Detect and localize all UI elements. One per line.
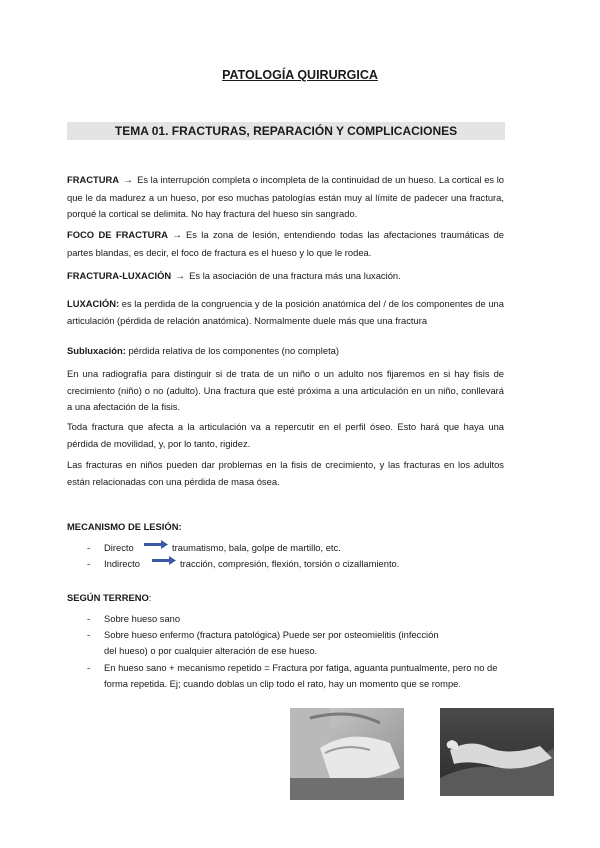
definition-fractura xyxy=(67,172,504,223)
list-item: - En hueso sano + mecanismo repetido = Fractura por fatiga, aguanta puntualmente, pero no de forma repetida. Ej; cuando doblas un clip todo el rato, hay un momento que se rompe. xyxy=(67,660,507,692)
right-arrow-icon xyxy=(144,540,168,549)
document-title: PATOLOGÍA QUIRURGICA xyxy=(222,68,378,82)
term-foco: FOCO DE FRACTURA xyxy=(67,229,168,240)
definition-text: es la perdida de la congruencia y de la posición anatómica del / de los componentes de una articulación (pérdida de relación anatómica). Normalmente duele más que una fractura xyxy=(67,298,504,326)
item-text: Sobre hueso enfermo (fractura patológica) Puede ser por osteomielitis (infección del hueso) o por cualquier alteración de ese hueso. xyxy=(104,629,439,657)
section-banner: TEMA 01. FRACTURAS, REPARACIÓN Y COMPLICACIONES xyxy=(67,122,505,140)
definition-text: Es la interrupción completa o incompleta de la continuidad de un hueso. La cortical es lo que le da madurez a un hueso, por eso muchas patologías están muy al límite de padecer una fractura, porqué la cortical se delimita. No hay fractura del hueso sin sangrado. xyxy=(67,174,504,220)
definition-text: pérdida relativa de los componentes (no completa) xyxy=(128,345,340,356)
list-item: - Directo traumatismo, bala, golpe de martillo, etc. xyxy=(67,540,507,556)
definition-luxacion xyxy=(67,296,504,329)
paragraph: Toda fractura que afecta a la articulación va a repercutir en el perfil óseo. Esto hará que haya una pérdida de movilidad, y, por lo tanto, rigidez. xyxy=(67,421,504,449)
list-item: - Sobre hueso enfermo (fractura patológica) Puede ser por osteomielitis (infección del hueso) o por cualquier alteración de ese hueso. xyxy=(67,627,507,659)
arrow-icon: → xyxy=(123,175,134,186)
heading-terreno: SEGÚN TERRENO: xyxy=(67,592,152,603)
term-luxacion: LUXACIÓN: xyxy=(67,298,120,309)
paragraph: En una radiografía para distinguir si de trata de un niño o un adulto nos fijaremos en si hay fisis de crecimiento (niño) o no (adulto). Una fractura que esté próxima a una articulación en un niño, conllevará a una afectación de la fisis. xyxy=(67,368,504,413)
term-fractura-luxacion: FRACTURA-LUXACIÓN xyxy=(67,270,172,281)
definition-text: Es la zona de lesión, entendiendo todas las afectaciones traumáticas de partes blandas, es decir, el foco de fractura es el hueso y lo que le rodea. xyxy=(67,229,504,258)
item-label: Indirecto xyxy=(104,558,140,570)
list-terreno xyxy=(67,611,507,692)
forearm-photo-image xyxy=(440,708,554,796)
list-mecanismo xyxy=(67,540,507,572)
item-text: traumatismo, bala, golpe de martillo, etc. xyxy=(172,542,341,553)
item-text: En hueso sano + mecanismo repetido = Fractura por fatiga, aguanta puntualmente, pero no de forma repetida. Ej; cuando doblas un clip todo el rato, hay un momento que se rompe. xyxy=(104,661,498,689)
arrow-icon: → xyxy=(171,230,182,241)
photo-forearm xyxy=(440,708,554,796)
definition-foco xyxy=(67,227,504,261)
definition-text: Es la asociación de una fractura más una luxación. xyxy=(189,270,401,281)
hand-photo-image xyxy=(290,708,404,800)
paragraph: Las fracturas en niños pueden dar problemas en la fisis de crecimiento, y las fracturas en los adultos están relacionadas con una pérdida de masa ósea. xyxy=(67,459,504,487)
heading-mecanismo: MECANISMO DE LESIÓN: xyxy=(67,521,182,532)
photo-hand xyxy=(290,708,404,800)
item-text: tracción, compresión, flexión, torsión o cizallamiento. xyxy=(180,558,400,570)
term-subluxacion: Subluxación: xyxy=(67,345,126,356)
item-text: Sobre hueso sano xyxy=(104,613,181,624)
term-fractura: FRACTURA xyxy=(67,174,120,185)
definition-fractura-luxacion xyxy=(67,268,504,286)
list-item: - Indirecto tracción, compresión, flexión, torsión o cizallamiento. xyxy=(67,556,507,572)
item-label: Directo xyxy=(104,542,134,553)
right-arrow-icon xyxy=(152,556,176,565)
arrow-icon: → xyxy=(175,271,186,282)
list-item: - Sobre hueso sano xyxy=(67,611,507,627)
definition-subluxacion xyxy=(67,343,504,360)
